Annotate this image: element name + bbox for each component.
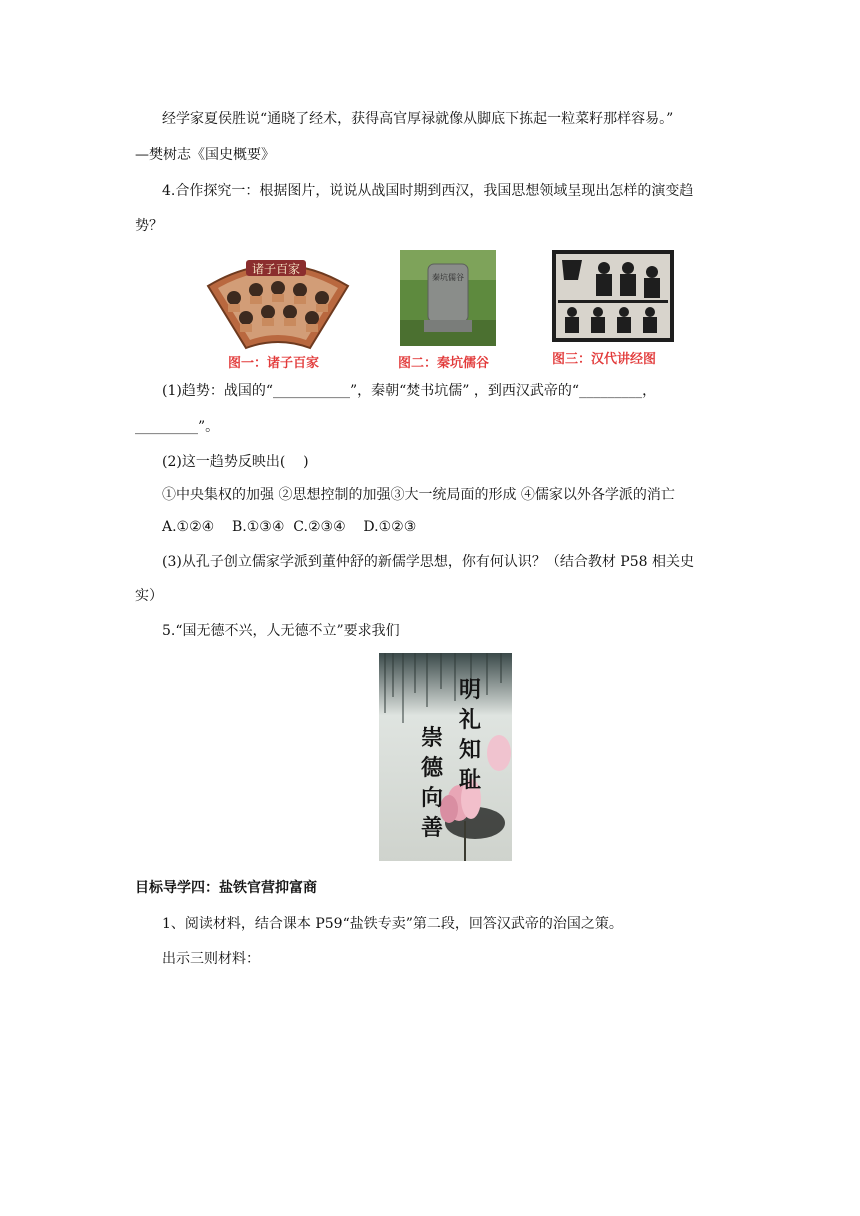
question-5: 5.“国无德不兴，人无德不立”要求我们 — [162, 623, 400, 639]
section-heading-4: 目标导学四：盐铁官营抑富商 — [135, 880, 317, 896]
question-4-1-line-2: _________”。 — [135, 419, 220, 435]
figure-zhuzi-baijia — [202, 250, 354, 371]
figure-2-caption: 图二：秦坑儒谷 — [398, 356, 490, 371]
question-4-2-options: A.①②④ B.①③④ C.②③④ D.①②③ — [162, 519, 417, 535]
show-materials: 出示三则材料： — [162, 951, 260, 967]
poster-artwork — [379, 653, 512, 861]
question-4-line-1: 4.合作探究一：根据图片，说说从战国时期到西汉，我国思想领域呈现出怎样的演变趋 — [162, 183, 694, 199]
question-4-3-line-2: 实） — [135, 588, 163, 604]
question-4-2: (2)这一趋势反映出( ) — [162, 454, 309, 470]
quote-source: —樊树志《国史概要》 — [135, 147, 275, 163]
figure-1-caption: 图一：诸子百家 — [228, 356, 320, 371]
fan-illustration — [202, 250, 354, 350]
stele-text: 秦坑儒谷 — [432, 273, 464, 282]
stele-photo — [400, 250, 496, 346]
quote-line: 经学家夏侯胜说“通晓了经术，获得高官厚禄就像从脚底下拣起一粒菜籽那样容易。” — [162, 111, 674, 127]
figure-row — [200, 250, 680, 370]
figure-keng-ru-gu — [398, 250, 496, 371]
question-4-line-2: 势？ — [135, 218, 163, 234]
question-4-1-line-1: (1)趋势：战国的“___________”，秦朝“焚书坑儒” ，到西汉武帝的“_________， — [162, 383, 657, 399]
fan-title-text: 诸子百家 — [251, 262, 301, 276]
figure-3-caption: 图三：汉代讲经图 — [552, 352, 657, 367]
virtue-poster — [379, 653, 512, 861]
item-1: 1、阅读材料，结合课本 P59“盐铁专卖”第二段，回答汉武帝的治国之策。 — [162, 916, 623, 932]
rubbing-illustration — [552, 250, 674, 342]
question-4-2-items: ①中央集权的加强 ②思想控制的加强③大一统局面的形成 ④儒家以外各学派的消亡 — [162, 487, 675, 503]
figure-han-lecture — [552, 250, 674, 367]
poster-text-col-2: 崇德向善 — [421, 725, 444, 841]
question-4-3-line-1: (3)从孔子创立儒家学派到董仲舒的新儒学思想，你有何认识？（结合教材 P58 相关史 — [162, 554, 694, 570]
poster-text-col-1: 明礼知耻 — [459, 677, 482, 793]
